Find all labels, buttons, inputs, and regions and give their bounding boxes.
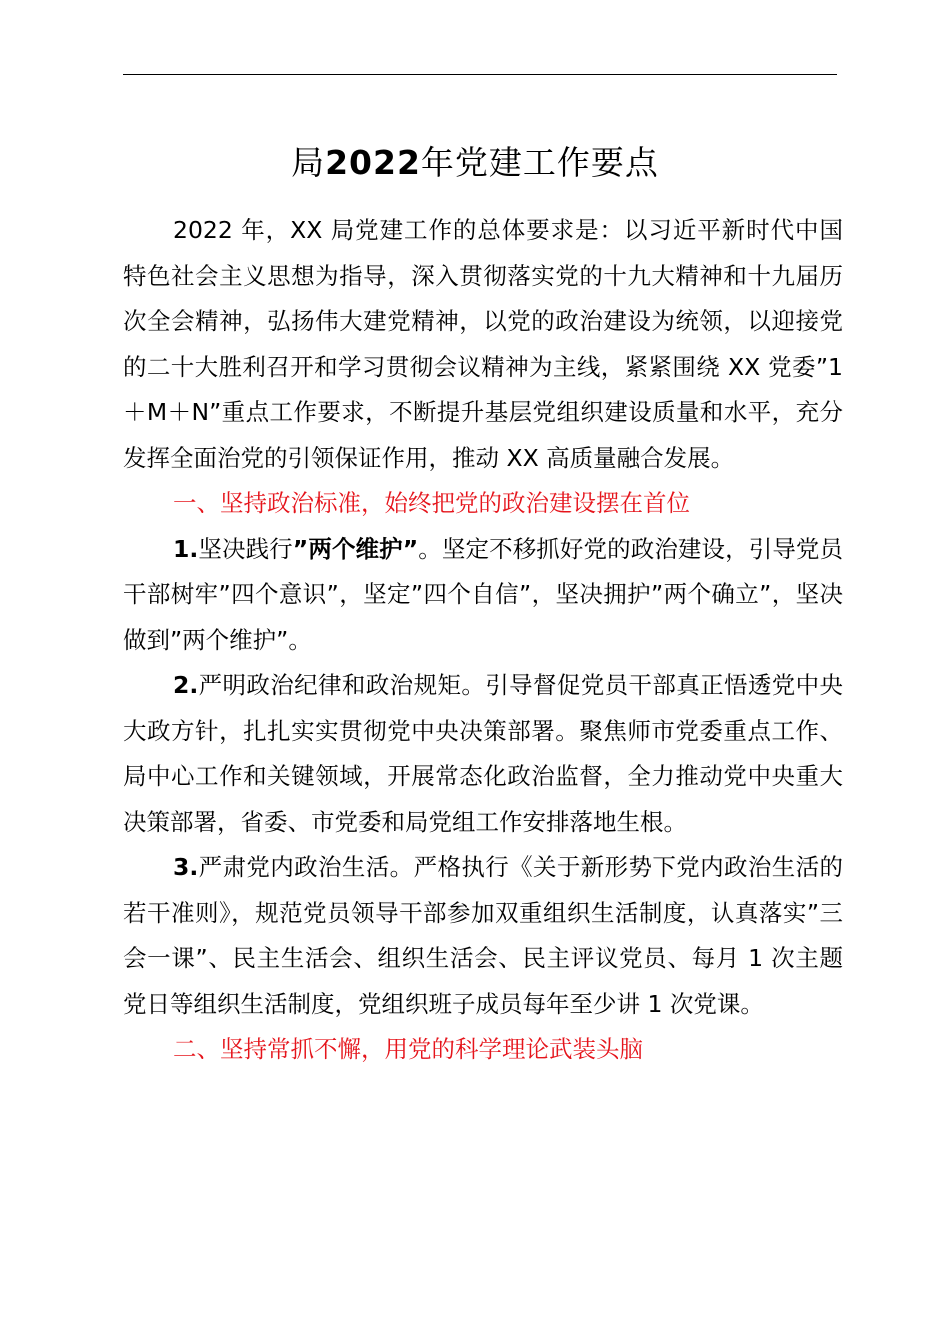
item-1-text: 。坚定不移抓好党的政治建设，引导党员干部树牢”四个意识”，坚定”四个自信”，坚决拥护”两个确立”，坚决做到”两个维护”。 [123, 534, 844, 654]
title-year: 2022 [325, 143, 421, 182]
section-2-heading: 二、坚持常抓不懈，用党的科学理论武装头脑 [173, 1035, 643, 1063]
item-2-text: 严明政治纪律和政治规矩。引导督促党员干部真正悟透党中央大政方针，扎扎实实贯彻党中央决策部署。聚焦师市党委重点工作、局中心工作和关键领域，开展常态化政治监督，全力推动党中央重大决策部署，省委、市党委和局党组工作安排落地生根。 [123, 671, 843, 836]
item-2-paragraph [123, 663, 843, 845]
intro-paragraph: 2022 年，XX 局党建工作的总体要求是：以习近平新时代中国特色社会主义思想为指导，深入贯彻落实党的十九大精神和十九届历次全会精神，弘扬伟大建党精神，以党的政治建设为统领，以迎接党的二十大胜利召开和学习贯彻会议精神为主线，紧紧围绕 XX 党委”1＋M＋N”重点工作要求，不断提升基层党组织建设质量和水平，充分发挥全面治党的引领保证作用，推动 XX 高质量融合发展。 [123, 216, 843, 472]
document-body [123, 208, 843, 1073]
item-1-number: 1. [173, 534, 199, 563]
item-1-lead-quote: ”两个维护” [292, 534, 419, 563]
item-3-text: 严肃党内政治生活。严格执行《关于新形势下党内政治生活的若干准则》，规范党员领导干部参加双重组织生活制度，认真落实”三会一课”、民主生活会、组织生活会、民主评议党员、每月 1 次主题党日等组织生活制度，党组织班子成员每年至少讲 1 次党课。 [123, 853, 843, 1018]
document-title [0, 138, 950, 188]
item-3-paragraph [123, 845, 843, 1027]
section-1-heading: 一、坚持政治标准，始终把党的政治建设摆在首位 [173, 489, 690, 517]
header-rule [123, 74, 837, 75]
item-2-number: 2. [173, 671, 199, 699]
item-1-lead: 坚决践行 [198, 534, 293, 563]
item-3-number: 3. [173, 853, 199, 881]
title-prefix: 局 [291, 143, 326, 182]
title-suffix: 年党建工作要点 [420, 143, 659, 182]
item-1-paragraph [123, 527, 843, 664]
